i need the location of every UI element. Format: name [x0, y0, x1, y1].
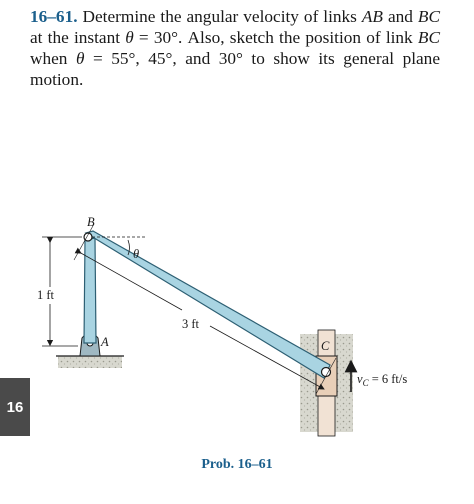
dim-length-label: 3 ft — [182, 317, 200, 331]
ground-support-a — [56, 356, 124, 368]
chapter-tab: 16 — [0, 378, 30, 436]
link-ab — [84, 238, 96, 343]
problem-text-1: Determine the angular velocity of links — [77, 7, 362, 26]
problem-text-2: and — [383, 7, 418, 26]
link-ab-label: AB — [361, 7, 383, 26]
pin-c — [322, 368, 331, 377]
problem-text-5: when — [30, 49, 76, 68]
figure-caption: Prob. 16–61 — [201, 457, 273, 472]
problem-text-3: at the instant — [30, 28, 126, 47]
label-c: C — [321, 339, 330, 353]
velocity-label: $v_C = 6$ ft/s — [357, 372, 408, 388]
problem-text-4: = 30°. Also, sketch the position of link — [133, 28, 418, 47]
label-b: B — [87, 215, 95, 229]
label-a: A — [101, 335, 109, 349]
problem-text-6: = 55°, 45°, and 30° to show its general plane motion. — [30, 49, 440, 89]
dim-height-label: 1 ft — [37, 288, 55, 302]
theta-symbol: θ — [125, 28, 134, 47]
theta-label: θ — [133, 247, 140, 261]
link-bc-label-2: BC — [417, 28, 440, 47]
theta-symbol-2: θ — [75, 49, 85, 68]
link-bc-label: BC — [417, 7, 440, 26]
problem-number: 16–61. — [30, 7, 78, 26]
